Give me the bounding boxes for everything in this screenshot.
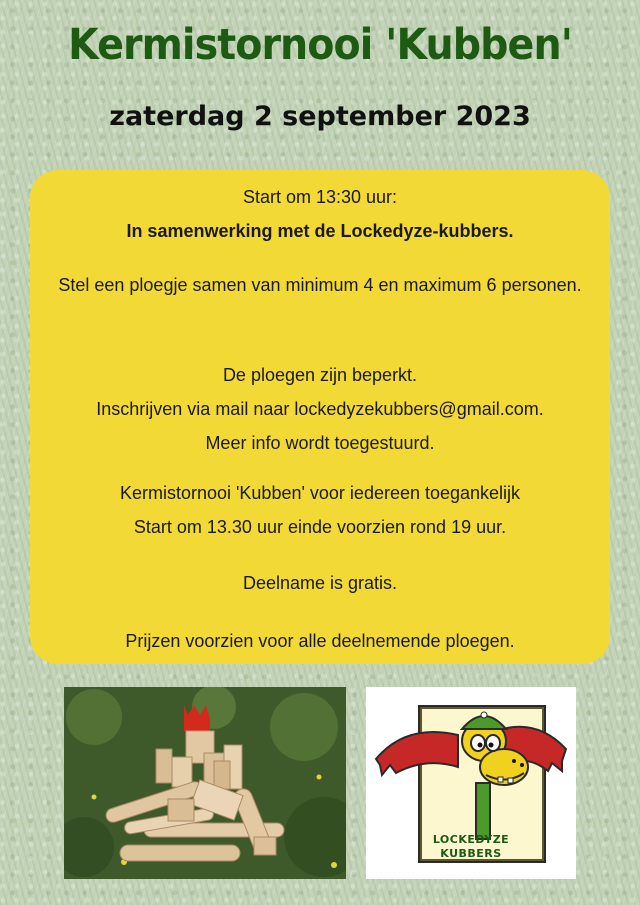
kubb-photo [64,687,346,879]
info-panel [30,170,610,664]
more-info-text: Meer info wordt toegestuurd. [205,433,435,453]
poster-title: Kermistornooi 'Kubben' [68,20,572,70]
logo-text-line2: KUBBERS [440,847,502,860]
club-logo [366,687,576,879]
open-to-all-text: Kermistornooi 'Kubben' voor iedereen toegankelijk [119,483,521,503]
team-block [40,268,600,302]
kubb-illustration [64,687,346,879]
start-time-text: Start om 13:30 uur: [242,187,398,207]
free-text: Deelname is gratis. [242,573,398,593]
signup-block [30,358,610,460]
logo-text-line1: LOCKEDYZE [432,833,510,846]
signup-text: Inschrijven via mail naar lockedyzekubbers@gmail.com. [96,399,544,419]
limited-text: De ploegen zijn beperkt. [222,365,418,385]
start-block [30,180,610,248]
prizes-text: Prijzen voorzien voor alle deelnemende ploegen. [125,631,515,651]
team-size-text: Stel een ploegje samen van minimum 4 en maximum 6 personen. [58,275,582,295]
collaboration-text: In samenwerking met de Lockedyze-kubbers. [126,221,514,241]
prizes-block [30,624,610,658]
event-date: zaterdag 2 september 2023 [109,101,531,132]
times-text: Start om 13.30 uur einde voorzien rond 19 uur. [133,517,507,537]
free-block [30,566,610,600]
access-block [30,476,610,544]
